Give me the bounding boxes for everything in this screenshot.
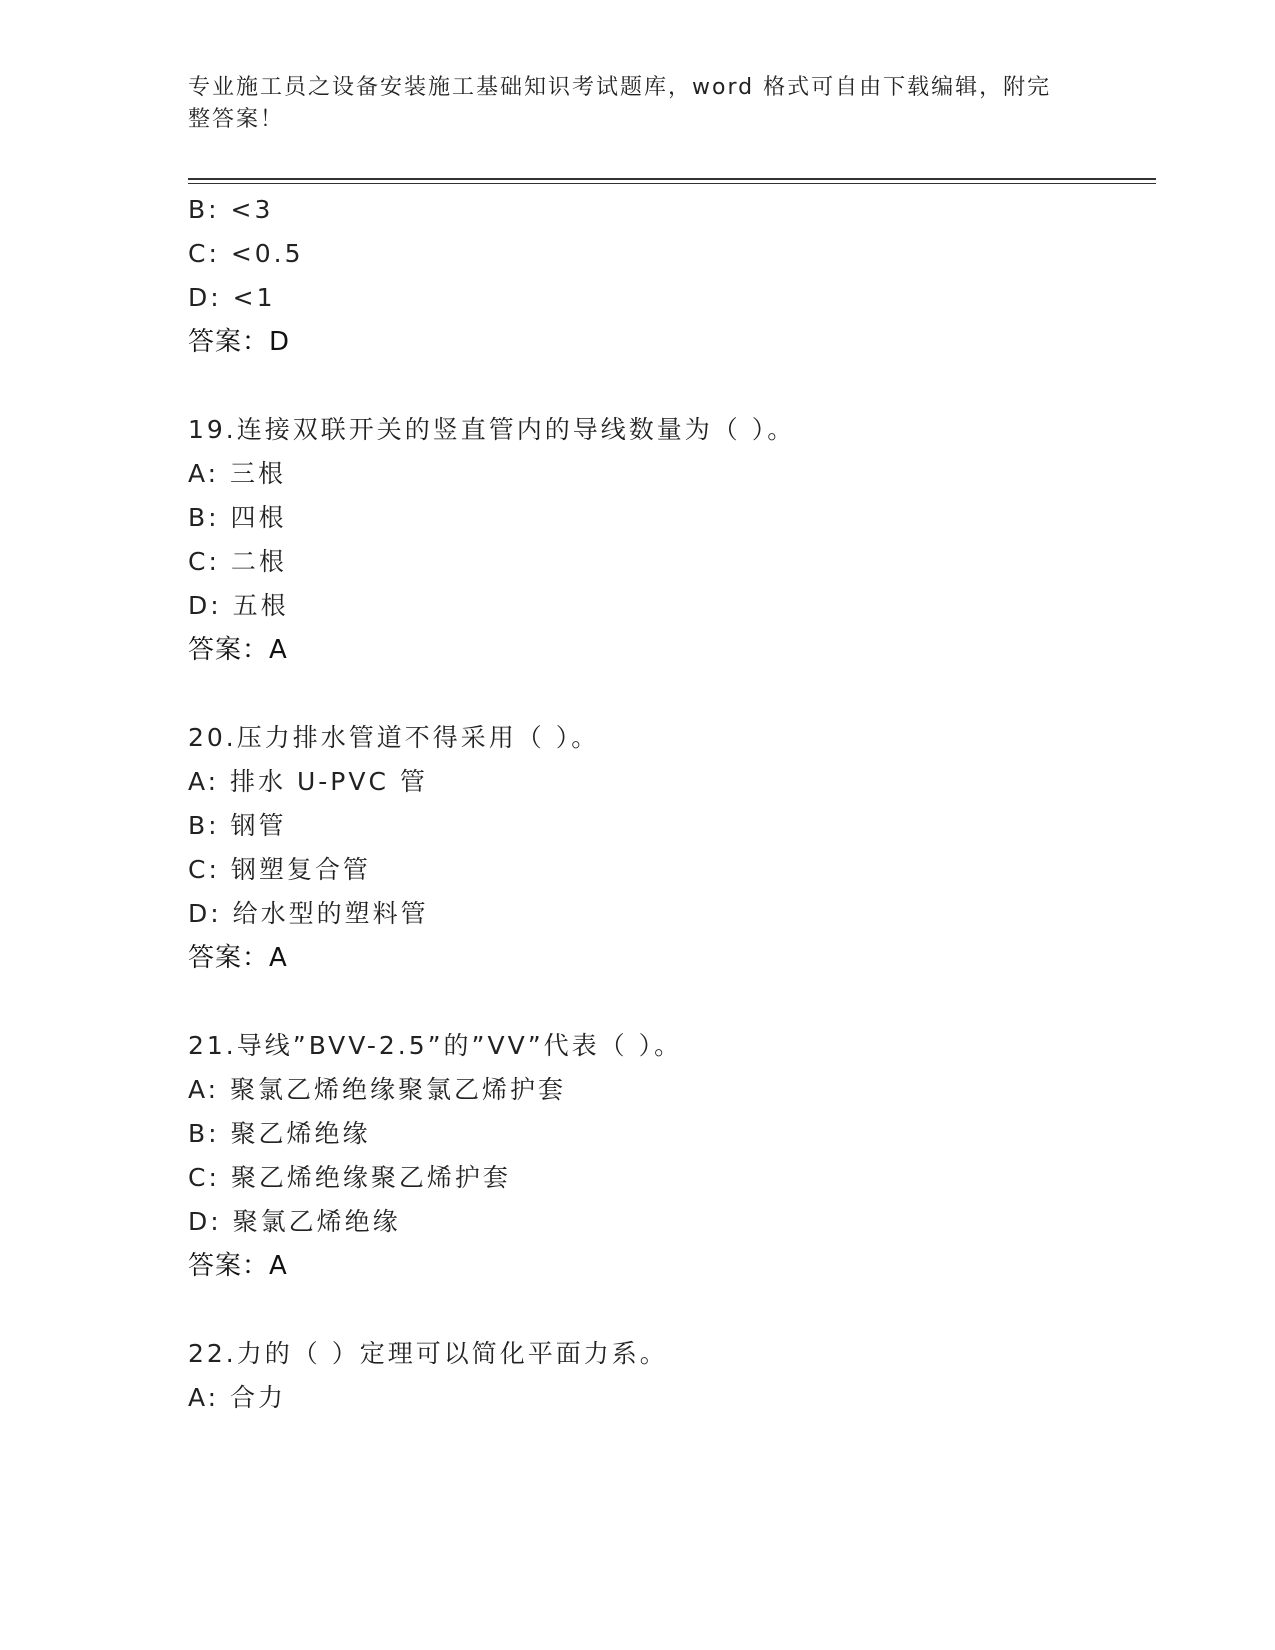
- option-a: A: 排水 U-PVC 管: [188, 767, 428, 796]
- option-a: A: 三根: [188, 459, 287, 488]
- answer: 答案：A: [188, 1251, 288, 1281]
- option-b: B: 钢管: [188, 811, 287, 840]
- option-c: C: 钢塑复合管: [188, 855, 371, 884]
- page-header: [188, 72, 1088, 136]
- answer: 答案：A: [188, 635, 288, 665]
- option-b: B: 聚乙烯绝缘: [188, 1119, 371, 1148]
- option-d: D: 五根: [188, 591, 289, 620]
- option-b: B: 四根: [188, 503, 287, 532]
- question-stem: 19.连接双联开关的竖直管内的导线数量为（ ）。: [188, 415, 796, 444]
- question-stem: 20.压力排水管道不得采用（ ）。: [188, 723, 600, 752]
- question-stem: 21.导线”BVV-2.5”的”VV”代表（ ）。: [188, 1031, 683, 1060]
- header-line-1: 专业施工员之设备安装施工基础知识考试题库，word 格式可自由下载编辑，附完: [188, 75, 1052, 100]
- option-a: A: 聚氯乙烯绝缘聚氯乙烯护套: [188, 1075, 567, 1104]
- answer: 答案：D: [188, 327, 291, 357]
- option-a: A: 合力: [188, 1383, 287, 1412]
- header-rule-thin: [188, 183, 1156, 184]
- header-rule-thick: [188, 178, 1156, 180]
- option-c: C: <0.5: [188, 239, 304, 268]
- header-line-2: 整答案！: [188, 107, 285, 132]
- answer: 答案：A: [188, 943, 288, 973]
- option-d: D: 聚氯乙烯绝缘: [188, 1207, 401, 1236]
- option-d: D: <1: [188, 283, 276, 312]
- option-d: D: 给水型的塑料管: [188, 899, 429, 928]
- option-b: B: <3: [188, 195, 274, 224]
- option-c: C: 二根: [188, 547, 287, 576]
- option-c: C: 聚乙烯绝缘聚乙烯护套: [188, 1163, 511, 1192]
- question-stem: 22.力的（ ）定理可以简化平面力系。: [188, 1339, 668, 1368]
